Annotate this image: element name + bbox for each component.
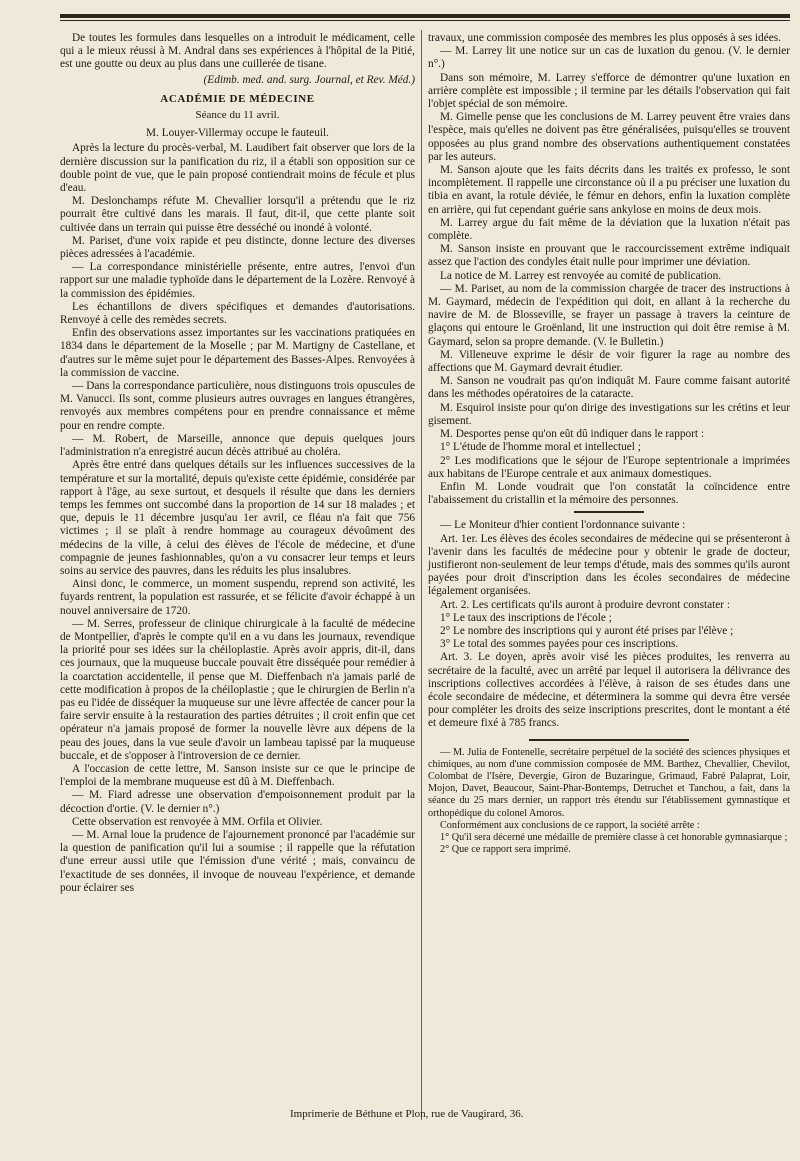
left-column <box>60 32 415 895</box>
paragraph: M. Pariset, d'une voix rapide et peu distincte, donne lecture des diverses pièces adressées à l'académie. <box>60 234 415 261</box>
paragraph: 3° Le total des sommes payées pour ces inscriptions. <box>440 638 679 651</box>
paragraph: Après la lecture du procès-verbal, M. Laudibert fait observer que lors de la dernière discussion sur la panification du riz, il a établi son opposition sur ce double point de vue, que le pain proposé contiendrait moins de fécule et plus d'eau. <box>60 142 415 195</box>
separator <box>529 739 689 741</box>
paragraph: Enfin M. Londe voudrait que l'on constatât la coïncidence entre l'abaissement du cristallin et la mémoire des personnes. <box>428 480 790 507</box>
paragraph: 2° Les modifications que le séjour de l'Europe septentrionale a imprimées aux habitans de l'Europe centrale et aux animaux domestiques. <box>428 454 790 480</box>
paragraph: M. Esquirol insiste pour qu'on dirige des investigations sur les crétins et leur gisement. <box>428 401 790 427</box>
seance-date: Séance du 11 avril. <box>195 109 280 122</box>
paragraph: De toutes les formules dans lesquelles on a introduit le médicament, celle qui a le mieux réussi à M. Andral dans ses expériences à l'hôpital de la Pitié, est une goutte ou deux au plus dans une cuillerée de tisane. <box>60 32 415 71</box>
paragraph: — M. Arnal loue la prudence de l'ajournement prononcé par l'académie sur la question de panification qu'il lui a soumise ; il rappelle que la réfutation d'une erreur aussi utile que l'émission d'une vérité ; mais, convaincu de l'exactitude de ses données, il invoque de nouveau l'expérience, et demande pour éclairer ses <box>60 828 415 894</box>
top-rule-thin <box>60 20 790 21</box>
paragraph: — M. Larrey lit une notice sur un cas de luxation du genou. (V. le dernier n°.) <box>428 45 790 71</box>
paragraph: 1° Qu'il sera décerné une médaille de première classe à cet honorable gymnasiarque ; <box>440 831 788 843</box>
president-line: M. Louyer-Villermay occupe le fauteuil. <box>146 127 329 140</box>
paragraph: Cette observation est renvoyée à MM. Orfila et Olivier. <box>72 815 323 828</box>
paragraph: Conformément aux conclusions de ce rapport, la société arrête : <box>440 819 700 831</box>
paragraph: M. Sanson ne voudrait pas qu'on indiquât M. Faure comme faisant autorité dans les méthodes opératoires de la cataracte. <box>428 375 790 401</box>
paragraph: Art. 3. Le doyen, après avoir visé les pièces produites, les renverra au secrétaire de la faculté, avec un arrêté par lequel il autorisera la délivrance des inscriptions collectives accordées à l'élève, à raison de ses études dans une école secondaire de médecine, et déterminera la somme qui devra être versée pour compléter les droits des seize inscriptions prescrites, dont le montant a été et demeure fixé à 785 francs. <box>428 651 790 730</box>
paragraph: M. Deslonchamps réfute M. Chevallier lorsqu'il a prétendu que le riz pourrait être cultivé dans les marais. Il faut, dit-il, que cette plante soit cultivée dans un terrain qui puisse être desséché ou inondé à volonté. <box>60 195 415 234</box>
top-rule <box>60 14 790 18</box>
paragraph: La notice de M. Larrey est renvoyée au comité de publication. <box>440 269 722 282</box>
printer-imprint: Imprimerie de Béthune et Plon, rue de Vaugirard, 36. <box>290 1108 524 1120</box>
paragraph: M. Villeneuve exprime le désir de voir figurer la rage au nombre des affections que M. Gaymard devrait étudier. <box>428 348 790 375</box>
paragraph: — M. Fiard adresse une observation d'empoisonnement produit par la décoction d'ortie. (V. le dernier n°.) <box>60 789 415 815</box>
paragraph: 1° Le taux des inscriptions de l'école ; <box>440 611 612 624</box>
paragraph: — Dans la correspondance particulière, nous distinguons trois opuscules de M. Vanucci. Ils sont, comme plusieurs autres ouvrages en langues étrangères, renvoyés aux membres compétens pour en prendre connaissance et même pour en rendre compte. <box>60 380 415 432</box>
paragraph: 2° Le nombre des inscriptions qui y auront été prises par l'élève ; <box>440 624 734 637</box>
paragraph: travaux, une commission composée des membres les plus opposés à ses idées. <box>428 32 781 44</box>
paragraph: — M. Julia de Fontenelle, secrétaire perpétuel de la société des sciences physiques et chimiques, au nom d'une commission composée de MM. Barthez, Chevallier, Chevilot, Colombat de l'Isère, Devergie, Giron de Buzaringue, Grimaud, Fabré Palaprat, Loir, Mojon, Davet, Beaucour, Saint-Phar-Bontemps, Detruchet et Tanchou, a fait, dans la séance du 25 mars dernier, un rapport très étendu sur l'établissement gymnastique et orthopédique du colonel Amoros. <box>428 746 790 819</box>
paragraph: — M. Serres, professeur de clinique chirurgicale à la faculté de médecine de Montpellier, d'après le compte qu'il en a vu dans les journaux, revendique la priorité pour ses idées sur la chéiloplastie. Après avoir appris, dit-il, dans ces journaux, que la muqueuse buccale pouvait être disséquée pour remédier à la coarctation accidentelle, il pense que M. Dieffenbach n'a jamais parlé de cette modification à propos de la chéiloplastie ; que le chirurgien de Berlin n'a pas eu l'idée de disséquer la muqueuse sur une lèvre affectée de cancer pour la faire servir ensuite à la restauration des parties détruites ; il croit enfin que cet opérateur n'a jamais proposé de former la nouvelle lèvre aux dépens de la peau des joues, dans la vue seule d'avoir un lambeau tapissé par la muqueuse buccale, et de s'opposer à l'introversion de ce dernier. <box>60 617 415 762</box>
paragraph: M. Sanson ajoute que les faits décrits dans les traités ex professo, le sont incomplètement. Il rappelle une circonstance où il a pu préciser une luxation du tibia en avant, la rotule déviée, le fémur en dehors, enfin la luxation complète en arrière, qui fut cependant guérie sans ankylose en moins de deux mois. <box>428 164 790 216</box>
separator <box>574 511 644 513</box>
paragraph: Dans son mémoire, M. Larrey s'efforce de démontrer qu'une luxation en arrière complète est impossible ; il termine par les détails l'observation qui fait l'objet spécial de son mémoire. <box>428 71 790 111</box>
column-divider <box>421 30 422 1120</box>
paragraph: — M. Robert, de Marseille, annonce que depuis quelques jours l'administration n'a enregistré aucun décès attribué au choléra. <box>60 432 415 459</box>
paragraph: 1° L'étude de l'homme moral et intellectuel ; <box>440 441 641 454</box>
paragraph: Ainsi donc, le commerce, un moment suspendu, reprend son activité, les fuyards rentrent, la population est rassurée, et se félicite d'avoir échappé à un nouvel anniversaire de 1720. <box>60 578 415 617</box>
paragraph: — La correspondance ministérielle présente, entre autres, l'envoi d'un rapport sur une maladie typhoïde dans le département de la Lozère. Renvoyé à la commission des épidémies. <box>60 261 415 300</box>
paragraph: — Le Moniteur d'hier contient l'ordonnance suivante : <box>440 519 686 532</box>
paragraph: M. Larrey argue du fait même de la déviation que la luxation n'était pas complète. <box>428 216 790 243</box>
paragraph: M. Gimelle pense que les conclusions de M. Larrey peuvent être vraies dans l'espèce, mais qu'elles ne doivent pas être généralisées, puisqu'elles se trouvent opposées au plus grand nombre des observations authentiquement constatées par les auteurs. <box>428 111 790 163</box>
section-heading: ACADÉMIE DE MÉDECINE <box>160 92 315 105</box>
paragraph: Enfin des observations assez importantes sur les vaccinations pratiquées en 1834 dans le département de la Moselle ; par M. Martigny de Castellane, et d'autres sur le même sujet pour le département des Basses-Alpes. Renvoyées à la commission de vaccine. <box>60 327 415 379</box>
paragraph: Art. 1er. Les élèves des écoles secondaires de médecine qui se présenteront à l'avenir dans les facultés de médecine pour y obtenir le grade de docteur, justifieront non-seulement de leur temps d'étude, mais des sommes qu'ils auront payées pour droit d'inscription dans les écoles secondaires de médecine légalement organisées. <box>428 532 790 598</box>
right-column <box>428 32 790 856</box>
paragraph: M. Sanson insiste en prouvant que le raccourcissement extrême indiquait assez que l'action des condyles était nulle pour imprimer une déviation. <box>428 243 790 269</box>
paragraph: Après être entré dans quelques détails sur les influences successives de la température et sur la mortalité, depuis qu'existe cette épidémie, considérée par rapport à l'âge, au sexe surtout, et desquels il résulte que dans les derniers temps les femmes ont succombé dans la proportion de 14 sur 18 malades ; et que, depuis le 11 décembre jusqu'au 1er avril, ce fléau n'a fait que 756 victimes ; il se plaît à rendre hommage au courageux dévoûment des médecins de la ville, à celui des élèves de l'école de médecine, et d'une compagnie de jeunes fashionnables, qu'on a vu consacrer leur temps et leurs soins au service des pauvres, dans les réduits les plus insalubres. <box>60 459 415 577</box>
paragraph: Art. 2. Les certificats qu'ils auront à produire devront constater : <box>440 598 731 611</box>
paragraph: Les échantillons de divers spécifiques et demandes d'autorisations. Renvoyé à celle des remèdes secrets. <box>60 300 415 327</box>
paragraph: 2° Que ce rapport sera imprimé. <box>440 844 571 856</box>
paragraph: A l'occasion de cette lettre, M. Sanson insiste sur ce que le principe de l'emploi de la membrane muqueuse est dû à M. Dieffenbach. <box>60 762 415 789</box>
source-citation: (Edimb. med. and. surg. Journal, et Rev. Méd.) <box>203 73 415 86</box>
paragraph: M. Desportes pense qu'on eût dû indiquer dans le rapport : <box>440 428 705 441</box>
paragraph: — M. Pariset, au nom de la commission chargée de tracer des instructions à M. Gaymard, médecin de l'expédition qui doit, en allant à la recherche du navire de M. de Blosseville, se frayer un passage à travers la ceinture de glaçons qui entoure le Groënland, lit une instruction qui doit être remise à M. Gaymard, selon sa propre demande. (V. le Bulletin.) <box>428 282 790 348</box>
